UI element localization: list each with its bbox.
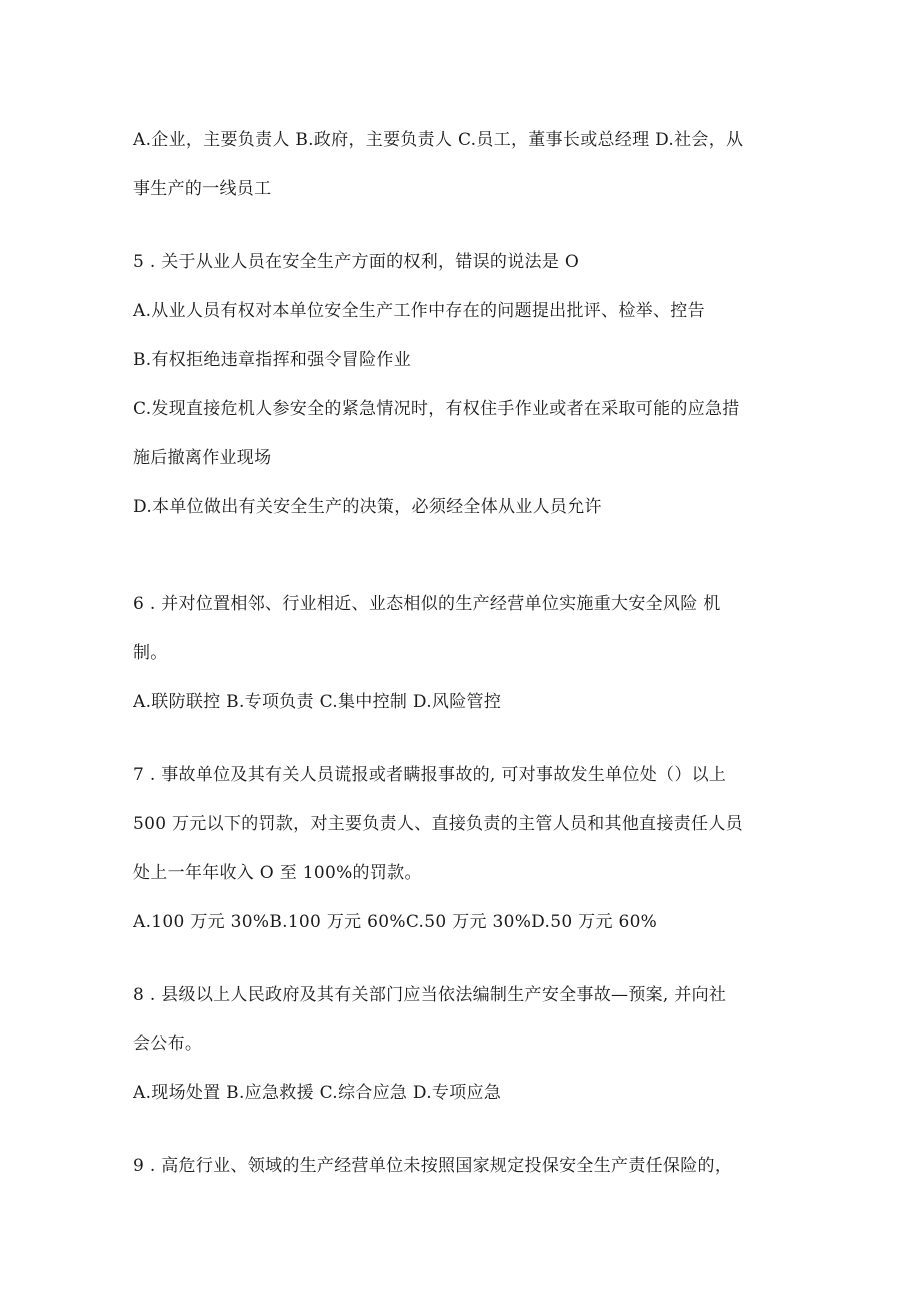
q5-option-c-line-2: 施后撤离作业现场 (133, 448, 272, 468)
q8-options: A.现场处置 B.应急救援 C.综合应急 D.专项应急 (133, 1083, 502, 1103)
q7-question-line-2: 500 万元以下的罚款，对主要负责人、直接负责的主管人员和其他直接责任人员 (133, 814, 743, 834)
q4-options-line-1: A.企业，主要负责人 B.政府，主要负责人 C.员工，董事长或总经理 D.社会，从 (133, 130, 744, 150)
q6-question-line-2: 制。 (133, 643, 168, 663)
q9-question-line-1: 9 . 高危行业、领域的生产经营单位未按照国家规定投保安全生产责任保险的， (133, 1156, 733, 1176)
q5-option-b: B.有权拒绝违章指挥和强令冒险作业 (133, 350, 411, 370)
q5-option-c-line-1: C.发现直接危机人参安全的紧急情况时，有权住手作业或者在采取可能的应急措 (133, 399, 740, 419)
q7-question-line-1: 7 . 事故单位及其有关人员谎报或者瞒报事故的, 可对事故发生单位处（）以上 (133, 765, 727, 785)
q6-options: A.联防联控 B.专项负责 C.集中控制 D.风险管控 (133, 692, 502, 712)
q7-question-line-3: 处上一年年收入 O 至 100%的罚款。 (133, 863, 422, 883)
q5-option-d: D.本单位做出有关安全生产的决策，必须经全体从业人员允许 (133, 497, 602, 517)
q7-options: A.100 万元 30%B.100 万元 60%C.50 万元 30%D.50 万元 60% (133, 912, 658, 932)
q6-question-line-1: 6 . 并对位置相邻、行业相近、业态相似的生产经营单位实施重大安全风险 机 (133, 594, 721, 614)
q4-options-line-2: 事生产的一线员工 (133, 179, 272, 199)
q5-question: 5 . 关于从业人员在安全生产方面的权利，错误的说法是 O (133, 252, 580, 272)
q8-question-line-1: 8 . 县级以上人民政府及其有关部门应当依法编制生产安全事故—预案, 并向社 (133, 985, 727, 1005)
q5-option-a: A.从业人员有权对本单位安全生产工作中存在的问题提出批评、检举、控告 (133, 301, 705, 321)
q8-question-line-2: 会公布。 (133, 1034, 203, 1054)
